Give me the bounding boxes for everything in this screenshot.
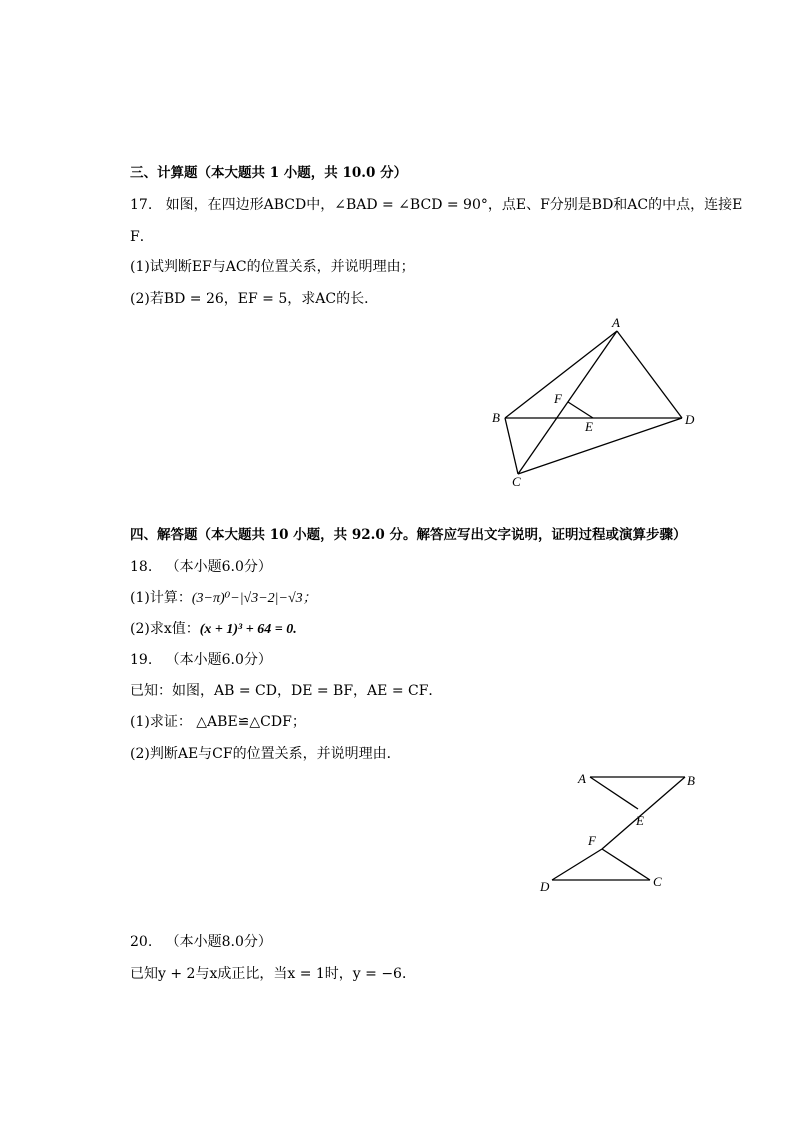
segment-cd: [518, 418, 682, 474]
question-score: （本小题8.0分）: [165, 934, 272, 950]
question-18-part1: [130, 588, 317, 609]
question-19-header: [130, 650, 272, 670]
question-18-part2: [130, 619, 297, 640]
math-expression: (x + 1)³ + 64 = 0.: [199, 622, 297, 637]
question-18-header: [130, 557, 272, 577]
label-a: A: [612, 315, 620, 330]
question-19-given: 已知：如图，AB = CD，DE = BF，AE = CF．: [130, 683, 443, 699]
question-score: （本小题6.0分）: [165, 559, 272, 575]
label-f: F: [554, 391, 562, 406]
question-17-part1: (1)试判断EF与AC的位置关系，并说明理由；: [130, 259, 415, 275]
part-prefix: (2)求x值：: [130, 621, 200, 637]
question-17-part2: (2)若BD = 26，EF = 5，求AC的长．: [130, 291, 379, 307]
q19-geometry-figure: [530, 765, 710, 900]
question-number: 17.: [130, 197, 153, 213]
part-prefix: (1)计算：: [130, 590, 192, 606]
segment-bc: [505, 418, 518, 474]
label-a: A: [578, 771, 586, 786]
label-c: C: [512, 474, 521, 489]
segment-fc: [602, 849, 650, 880]
question-17-stem-line1: [130, 195, 742, 215]
segment-ac: [518, 331, 617, 474]
question-score: （本小题6.0分）: [165, 652, 272, 668]
question-19-part1: (1)求证： △ABE≌△CDF；: [130, 714, 306, 730]
segment-ef: [568, 402, 593, 418]
label-d: D: [685, 412, 695, 427]
question-number: 18.: [130, 559, 153, 575]
question-number: 20.: [130, 934, 153, 950]
question-17-stem-line2: F．: [130, 229, 154, 245]
label-f: F: [588, 833, 596, 848]
segment-ad: [617, 331, 682, 418]
question-20-header: [130, 932, 272, 952]
question-19-part2: (2)判断AE与CF的位置关系，并说明理由．: [130, 746, 401, 762]
segment-ae: [590, 777, 638, 809]
question-number: 19.: [130, 652, 153, 668]
label-d: D: [540, 879, 550, 894]
q17-geometry-figure: [480, 310, 720, 495]
label-b: B: [492, 410, 500, 425]
question-20-given: 已知y + 2与x成正比，当x = 1时，y = −6．: [130, 966, 416, 982]
label-e: E: [585, 419, 593, 434]
label-b: B: [687, 773, 695, 788]
math-expression: (3−π)⁰−|√3−2|−√3；: [191, 591, 317, 606]
label-e: E: [636, 813, 644, 828]
label-c: C: [653, 874, 662, 889]
segment-fd: [552, 849, 602, 880]
section-heading-solution: 四、解答题（本大题共 10 小题，共 92.0 分。解答应写出文字说明，证明过程或演算步骤）: [130, 527, 687, 543]
section-heading-calculation: 三、计算题（本大题共 1 小题，共 10.0 分）: [130, 165, 408, 181]
question-stem: 如图，在四边形ABCD中，∠BAD = ∠BCD = 90°，点E、F分别是BD和AC的中点，连接E: [165, 197, 743, 213]
